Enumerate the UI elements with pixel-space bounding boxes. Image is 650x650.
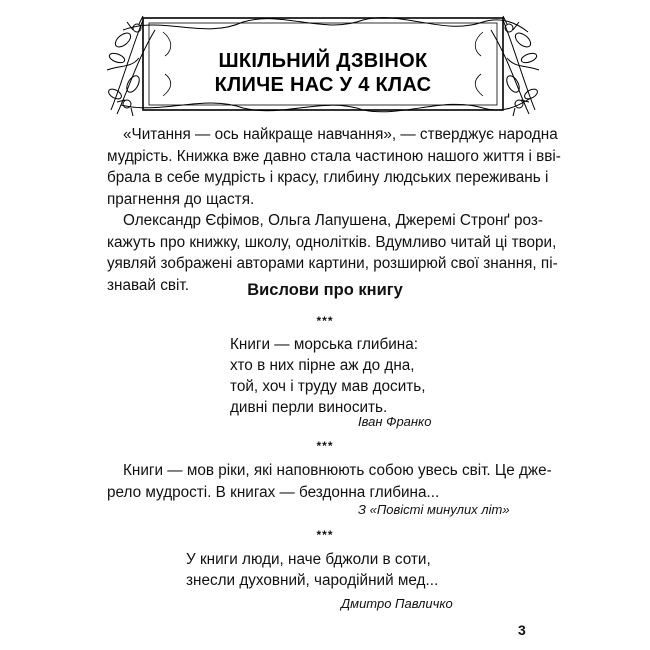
text-line: уявляй зображені авторами картини, розширюй свої знання, пі- <box>107 255 558 272</box>
text-line: мудрість. Книжка вже давно стала частиною нашого життя і вві- <box>107 147 561 165</box>
verse-line: дивні перли виносить. <box>230 399 388 416</box>
separator-stars: *** <box>316 439 334 453</box>
verse-line: той, хоч і труду мав досить, <box>230 378 426 395</box>
text-line: знавай світ. <box>107 276 189 294</box>
quote-2-author: З «Повісті минулих літ» <box>358 502 510 517</box>
separator-stars: *** <box>316 528 334 542</box>
verse-line: Книги — морська глибина: <box>230 336 418 353</box>
chapter-title-line1: ШКІЛЬНИЙ ДЗВІНОК <box>218 50 428 72</box>
text-line: брала в себе мудрість і красу, глибину людських переживань і <box>107 169 549 186</box>
chapter-header <box>103 10 543 120</box>
section-title: Вислови про книгу <box>247 281 403 299</box>
page-number: 3 <box>518 622 526 638</box>
intro-paragraph-1 <box>107 124 561 210</box>
quote-3-verse <box>186 549 438 591</box>
verse-line: знесли духовний, чародійний мед... <box>186 572 439 589</box>
quote-3-author: Дмитро Павличко <box>341 596 453 611</box>
text-line: прагнення до щастя. <box>107 190 255 208</box>
text-line: рело мудрості. В книгах — бездонна глибина... <box>107 483 440 501</box>
text-line: «Читання — ось найкраще навчання», — стверджує народна <box>123 126 558 143</box>
verse-line: У книги люди, наче бджоли в соти, <box>186 551 431 568</box>
chapter-title-line2: КЛИЧЕ НАС У 4 КЛАС <box>214 74 432 96</box>
quote-2-text <box>107 460 552 503</box>
text-line: Книги — мов ріки, які наповнюють собою увесь світ. Це дже- <box>123 462 552 479</box>
text-line: Олександр Єфімов, Ольга Лапушена, Джеремі Стронґ роз- <box>123 212 543 229</box>
verse-line: хто в них пірне аж до дна, <box>230 357 415 374</box>
text-line: кажуть про книжку, школу, однолітків. Вдумливо читай ці твори, <box>107 233 557 251</box>
separator-stars: *** <box>316 314 334 328</box>
quote-1-author: Іван Франко <box>358 414 432 429</box>
quote-1-verse <box>230 334 425 418</box>
